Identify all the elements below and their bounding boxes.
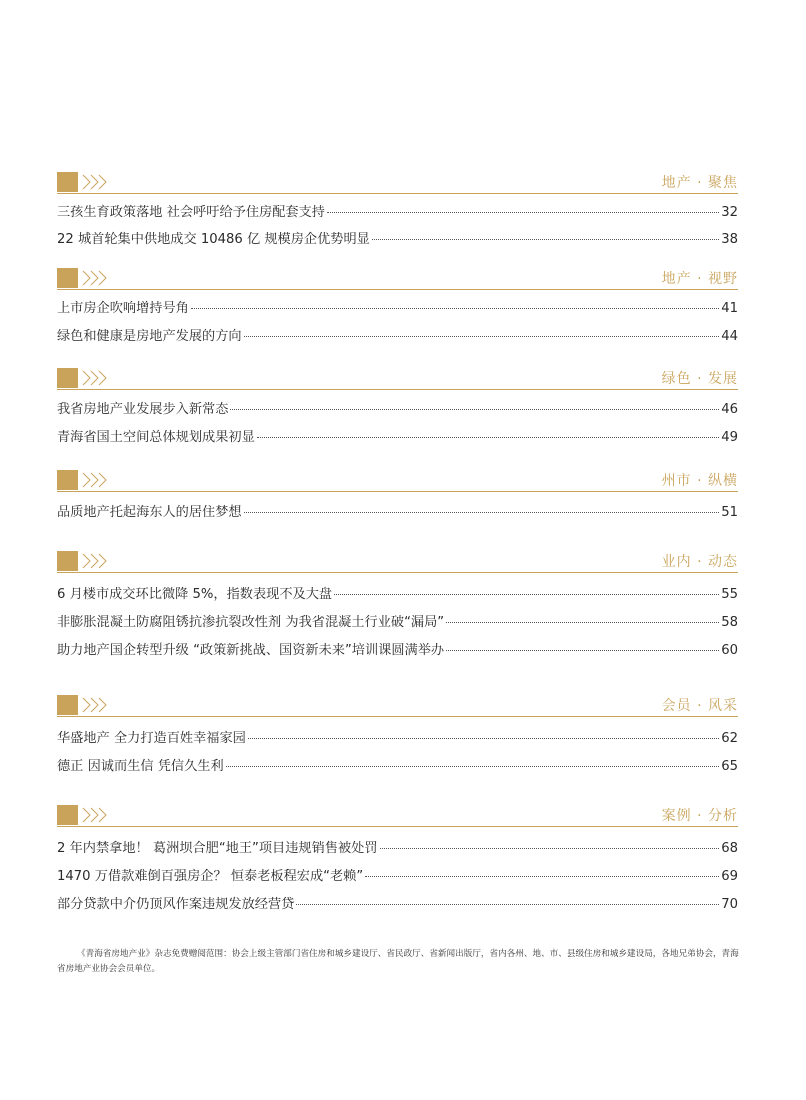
entry-title: 华盛地产 全力打造百姓幸福家园: [57, 731, 246, 746]
section-title: 会员 · 风采: [661, 698, 738, 714]
distribution-footnote: 《青海省房地产业》杂志免费赠阅范围：协会上级主管部门省住房和城乡建设厅、省民政厅、省新闻出版厅，省内各州、地、市、县级住房和城乡建设局，各地兄弟协会，青海省房地产业协会会员单位。: [57, 949, 739, 974]
toc-entry[interactable]: [57, 837, 738, 857]
toc-entry[interactable]: [57, 228, 738, 248]
entry-page: 70: [721, 897, 738, 912]
square-marker-icon: [57, 805, 78, 825]
toc-entry[interactable]: [57, 755, 738, 775]
entry-title: 部分贷款中介仍顶风作案违规发放经营贷: [57, 897, 295, 912]
section-title: 案例 · 分析: [661, 808, 738, 824]
chevron-right-icon: [81, 173, 111, 191]
square-marker-icon: [57, 551, 78, 571]
square-marker-icon: [57, 695, 78, 715]
entry-page: 46: [721, 402, 738, 417]
section-title: 州市 · 纵横: [661, 473, 738, 489]
section-prefecture: [57, 469, 738, 520]
toc-entry[interactable]: [57, 639, 738, 659]
entry-page: 60: [721, 643, 738, 658]
toc-entry[interactable]: [57, 201, 738, 221]
entry-page: 58: [721, 615, 738, 630]
entry-title: 三孩生育政策落地 社会呼吁给予住房配套支持: [57, 205, 325, 220]
toc-entry[interactable]: [57, 583, 738, 603]
entry-page: 55: [721, 587, 738, 602]
square-marker-icon: [57, 172, 78, 192]
entry-title: 6 月楼市成交环比微降 5%，指数表现不及大盘: [57, 587, 333, 602]
section-title: 业内 · 动态: [661, 554, 738, 570]
entry-title: 绿色和健康是房地产发展的方向: [57, 329, 242, 344]
chevron-right-icon: [81, 269, 111, 287]
toc-entry[interactable]: [57, 501, 738, 521]
chevron-right-icon: [81, 369, 111, 387]
section-header: [57, 267, 738, 290]
chevron-right-icon: [81, 696, 111, 714]
entry-page: 62: [721, 731, 738, 746]
toc-entry[interactable]: [57, 611, 738, 631]
toc-entry[interactable]: [57, 727, 738, 747]
entry-title: 青海省国土空间总体规划成果初显: [57, 430, 255, 445]
entry-page: 65: [721, 759, 738, 774]
section-title: 地产 · 聚焦: [661, 175, 738, 191]
toc-entry[interactable]: [57, 297, 738, 317]
square-marker-icon: [57, 470, 78, 490]
entry-page: 51: [721, 505, 738, 520]
entry-page: 32: [721, 205, 738, 220]
entry-title: 上市房企吹响增持号角: [57, 301, 189, 316]
section-green-development: [57, 367, 738, 445]
toc-entry[interactable]: [57, 865, 738, 885]
toc-entry[interactable]: [57, 398, 738, 418]
entry-page: 68: [721, 841, 738, 856]
entry-title: 品质地产托起海东人的居住梦想: [57, 505, 242, 520]
entry-page: 38: [721, 232, 738, 247]
entry-title: 我省房地产业发展步入新常态: [57, 402, 229, 417]
entry-page: 49: [721, 430, 738, 445]
chevron-right-icon: [81, 806, 111, 824]
section-case-analysis: [57, 804, 738, 912]
section-header: [57, 550, 738, 573]
toc-entry[interactable]: [57, 893, 738, 913]
section-header: [57, 804, 738, 827]
section-real-estate-vision: [57, 267, 738, 344]
section-header: [57, 469, 738, 492]
entry-page: 44: [721, 329, 738, 344]
toc-entry[interactable]: [57, 426, 738, 446]
entry-title: 2 年内禁拿地！ 葛洲坝合肥“地王”项目违规销售被处罚: [57, 841, 378, 856]
entry-title: 非膨胀混凝土防腐阻锈抗渗抗裂改性剂 为我省混凝土行业破“漏局”: [57, 615, 445, 630]
section-member-showcase: [57, 694, 738, 774]
toc-entry[interactable]: [57, 325, 738, 345]
square-marker-icon: [57, 368, 78, 388]
entry-title: 1470 万借款难倒百强房企？ 恒泰老板程宏成“老赖”: [57, 869, 364, 884]
square-marker-icon: [57, 268, 78, 288]
section-header: [57, 171, 738, 194]
section-header: [57, 367, 738, 390]
section-title: 绿色 · 发展: [661, 371, 738, 387]
entry-page: 69: [721, 869, 738, 884]
section-real-estate-focus: [57, 171, 738, 247]
section-industry-news: [57, 550, 738, 658]
entry-title: 助力地产国企转型升级 “政策新挑战、国资新未来”培训课圆满举办: [57, 643, 445, 658]
entry-title: 德正 因诚而生信 凭信久生利: [57, 759, 224, 774]
section-header: [57, 694, 738, 717]
section-title: 地产 · 视野: [661, 271, 738, 287]
chevron-right-icon: [81, 471, 111, 489]
entry-page: 41: [721, 301, 738, 316]
entry-title: 22 城首轮集中供地成交 10486 亿 规模房企优势明显: [57, 232, 370, 247]
chevron-right-icon: [81, 552, 111, 570]
